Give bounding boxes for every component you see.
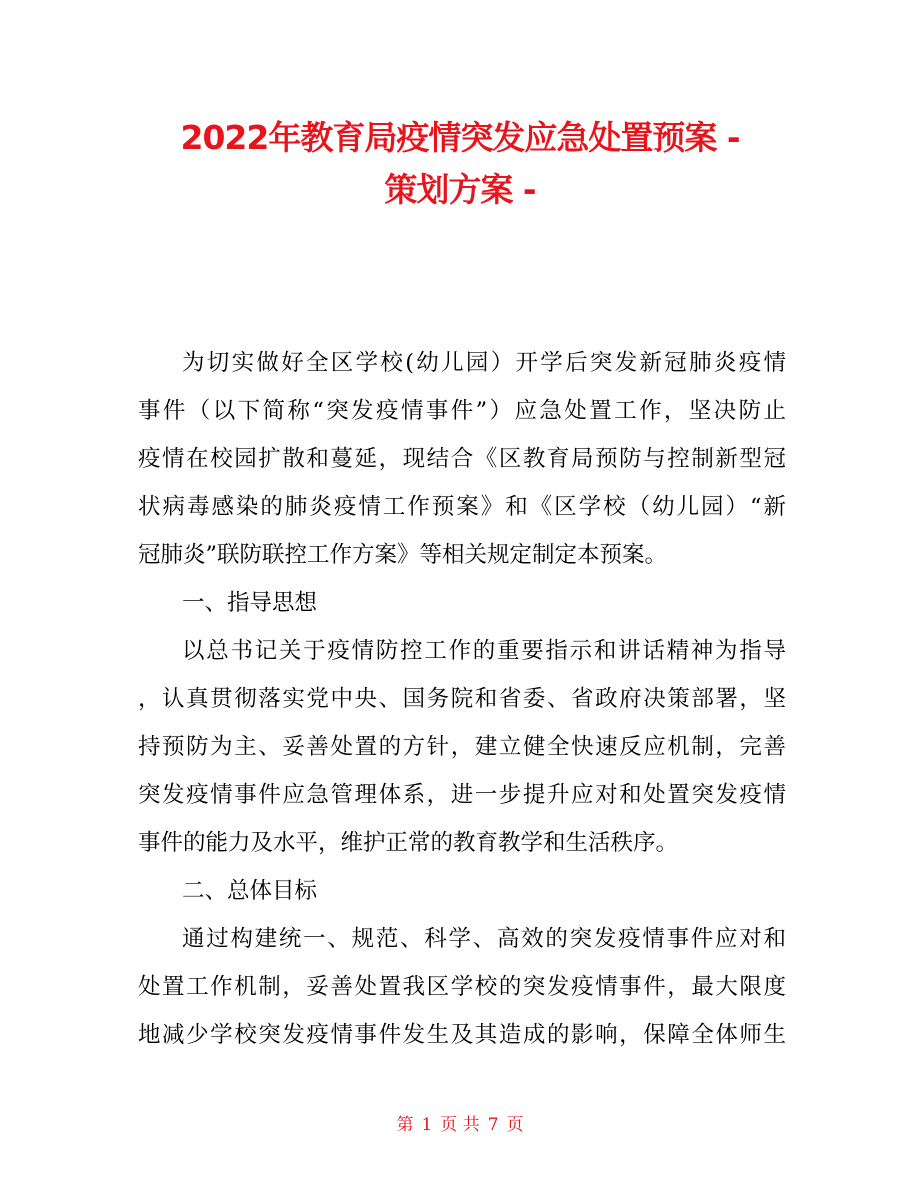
paragraph-3-line-3: 地减少学校突发疫情事件发生及其造成的影响，保障全体师生 [138, 1022, 786, 1048]
footer-suffix: 页 [506, 1115, 524, 1135]
footer-page-number: 1 [421, 1115, 433, 1135]
paragraph-1-line-2: 事件（以下简称“突发疫情事件”）应急处置工作，坚决防止 [138, 398, 786, 424]
paragraph-1-line-3: 疫情在校园扩散和蔓延，现结合《区教育局预防与控制新型冠 [138, 446, 786, 472]
paragraph-3-line-2: 处置工作机制，妥善处置我区学校的突发疫情事件，最大限度 [138, 974, 786, 1000]
paragraph-2-line-2: ，认真贯彻落实党中央、国务院和省委、省政府决策部署，坚 [138, 686, 786, 712]
paragraph-1-line-4: 状病毒感染的肺炎疫情工作预案》和《区学校（幼儿园）“新 [138, 494, 786, 520]
paragraph-2-line-5: 事件的能力及水平，维护正常的教育教学和生活秩序。 [138, 830, 679, 856]
paragraph-3-line-1: 通过构建统一、规范、科学、高效的突发疫情事件应对和 [182, 926, 786, 952]
paragraph-2-line-4: 突发疫情事件应急管理体系，进一步提升应对和处置突发疫情 [138, 782, 786, 808]
page-footer [0, 1110, 920, 1140]
document-title-line-2: 策划方案 - [384, 170, 536, 209]
document-title-line-1: 2022年教育局疫情突发应急处置预案 - [180, 118, 740, 157]
footer-prefix: 第 [396, 1115, 414, 1135]
footer-total-pages: 7 [487, 1115, 499, 1135]
section-heading-2: 二、总体目标 [182, 878, 318, 904]
paragraph-1-line-1: 为切实做好全区学校(幼儿园）开学后突发新冠肺炎疫情 [182, 350, 786, 376]
section-heading-1: 一、指导思想 [182, 590, 318, 616]
footer-middle: 页 共 [440, 1115, 480, 1135]
paragraph-1-line-5: 冠肺炎”联防联控工作方案》等相关规定制定本预案。 [138, 542, 668, 568]
paragraph-2-line-3: 持预防为主、妥善处置的方针，建立健全快速反应机制，完善 [138, 734, 786, 760]
paragraph-2-line-1: 以总书记关于疫情防控工作的重要指示和讲话精神为指导 [182, 638, 786, 664]
